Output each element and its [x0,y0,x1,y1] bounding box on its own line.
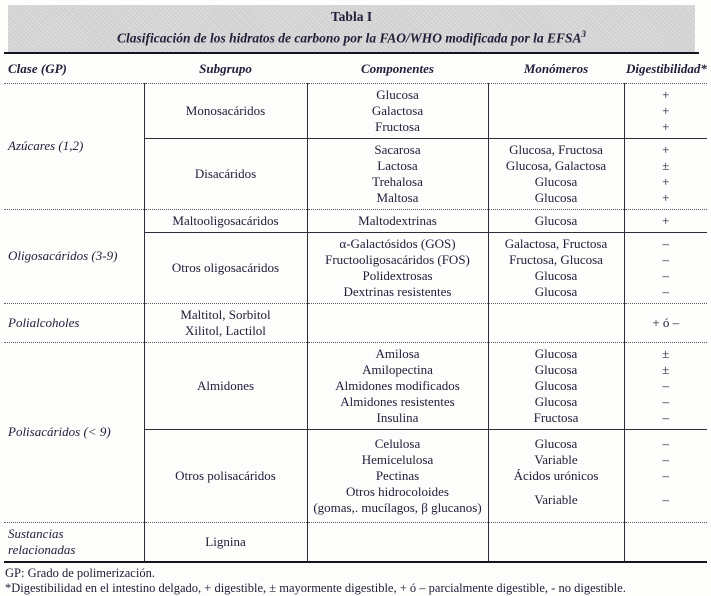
class-label: Oligosacáridos (3-9) [8,248,118,263]
digestibility-line: + ó – [652,314,680,330]
footnotes [4,563,699,596]
digestibility-line: – [662,435,669,451]
document-page [0,5,707,595]
monomer-line: Glucosa, Fructosa [509,141,603,157]
component-line: Dextrinas resistentes [343,283,452,299]
monomer-line: Galactosa, Fructosa [504,235,608,251]
subgroup-cell [144,83,307,138]
monomer-line: Glucosa [534,435,578,451]
components-cell [307,342,488,429]
components-cell [307,303,488,342]
table-row [4,342,707,429]
subgroup-label: Almidones [196,377,255,393]
subgroup-label: Monosacáridos [185,102,266,118]
digestibility-cell [624,429,707,522]
digestibility-line [627,534,706,550]
subgroup-cell [144,429,307,522]
digestibility-line: – [662,251,669,267]
class-label: relacionadas [8,541,76,557]
subgroup-cell [144,342,307,429]
column-header-subgrupo: Subgrupo [144,54,307,84]
monomers-cell [488,429,624,522]
component-line [310,534,486,550]
monomer-line: Glucosa [534,212,578,228]
table-title-band [8,5,695,52]
component-line: Pectinas [375,467,420,483]
digestibility-line: ± [662,157,670,173]
monomers-cell [488,303,624,342]
components-cell [307,209,488,232]
digestibility-line: + [662,189,670,205]
footnote-gp: GP: Grado de polimerización. [5,565,155,580]
table-row [4,83,707,138]
monomer-line: Glucosa [534,345,578,361]
monomer-line: Variable [534,451,578,467]
digestibility-line: + [662,212,670,228]
component-line: Glucosa [376,86,419,102]
subgroup-label: Maltooligosacáridos [172,212,279,228]
digestibility-line: – [662,467,669,483]
subgroup-label: Xilitol, Lactilol [185,322,266,338]
class-cell [4,522,144,562]
subgroup-label: Disacáridos [194,165,257,181]
class-cell [4,342,144,522]
components-cell [307,83,488,138]
subgroup-cell [144,209,307,232]
table-title: Tabla I [330,9,373,24]
component-line: Otros hidrocoloides [346,483,449,499]
components-cell [307,138,488,209]
component-line: Fructosa [375,118,420,134]
digestibility-line: – [662,451,669,467]
component-line: Sacarosa [374,141,421,157]
table-row [4,303,707,342]
footnote-digestibilidad: *Digestibilidad en el intestino delgado, + digestible, ± mayormente digestible, + ó – parcialmente digestible, - no digestible. [5,580,626,595]
digestibility-line: + [662,86,670,102]
digestibility-line: ± [662,361,670,377]
digestibility-cell [624,303,707,342]
digestibility-cell [624,522,707,562]
digestibility-line: + [662,173,670,189]
components-cell [307,232,488,303]
digestibility-line: – [662,235,669,251]
table-row [4,522,707,562]
class-label: Polisacáridos (< 9) [8,424,111,439]
digestibility-cell [624,209,707,232]
monomers-cell [488,209,624,232]
digestibility-cell [624,83,707,138]
class-cell [4,303,144,342]
digestibility-line: – [662,283,669,299]
subgroup-label: Otros oligosacáridos [171,259,280,275]
subgroup-cell [144,138,307,209]
digestibility-line: – [662,409,669,425]
component-line: Lactosa [377,157,418,173]
monomer-line: Glucosa [534,173,578,189]
table-subtitle [8,25,695,48]
header-row [4,54,707,84]
component-line: α-Galactósidos (GOS) [339,235,456,251]
components-cell [307,429,488,522]
subgroup-cell [144,522,307,562]
digestibility-cell [624,342,707,429]
digestibility-line: – [662,491,669,507]
class-cell [4,83,144,209]
class-label: Sustancias [8,525,64,541]
monomer-line: Glucosa [534,377,578,393]
digestibility-line: – [662,377,669,393]
subgroup-label: Maltitol, Sorbitol [180,306,271,322]
component-line: Trehalosa [372,173,423,189]
subgroup-cell [144,232,307,303]
monomers-cell [488,232,624,303]
component-line: Celulosa [374,435,421,451]
class-label: Azúcares (1,2) [8,138,84,153]
component-line: Maltodextrinas [358,212,437,228]
class-cell [4,209,144,303]
monomer-line: Ácidos urónicos [513,467,599,483]
classification-table [4,54,707,563]
monomers-cell [488,83,624,138]
monomer-line: Glucosa [534,393,578,409]
monomer-line [491,315,622,331]
digestibility-line: – [662,267,669,283]
table-subtitle-superscript: 3 [581,29,587,39]
monomer-line [491,103,622,119]
monomer-line: Glucosa [534,283,578,299]
column-header-clase: Clase (GP) [4,54,144,84]
component-line [310,315,486,331]
monomer-line [491,87,622,103]
digestibility-line: + [662,102,670,118]
monomer-line: Fructosa, Glucosa [509,251,603,267]
subgroup-cell [144,303,307,342]
component-line: Amilopectina [362,361,433,377]
component-line: Almidones resistentes [340,393,455,409]
digestibility-line: – [662,393,669,409]
monomer-line: Glucosa, Galactosa [505,157,607,173]
component-line: Insulina [376,409,419,425]
digestibility-line: ± [662,345,670,361]
table-subtitle-text: Clasificación de los hidratos de carbono por la FAO/WHO modificada por la EFSA [116,30,582,46]
subgroup-label: Lignina [205,533,246,549]
monomer-line: Glucosa [534,267,578,283]
monomers-cell [488,342,624,429]
class-label: Polialcoholes [8,314,80,330]
column-header-monomeros: Monómeros [488,54,624,84]
component-line: Almidones modificados [335,377,460,393]
table-row [4,209,707,232]
digestibility-cell [624,232,707,303]
monomer-line: Variable [534,491,578,507]
monomer-line [491,119,622,135]
component-line: (gomas,. mucílagos, β glucanos) [313,499,482,515]
component-line: Hemicelulosa [361,451,434,467]
monomer-line: Fructosa [533,409,579,425]
subgroup-label: Otros polisacáridos [175,467,276,483]
digestibility-cell [624,138,707,209]
component-line: Maltosa [376,189,419,205]
digestibility-line: + [662,141,670,157]
digestibility-line: + [662,118,670,134]
monomer-line [491,534,622,550]
component-line: Fructooligosacáridos (FOS) [325,251,470,267]
components-cell [307,522,488,562]
monomer-line: Glucosa [534,361,578,377]
monomers-cell [488,522,624,562]
component-line: Amilosa [375,345,420,361]
component-line: Galactosa [371,102,424,118]
column-header-componentes: Componentes [307,54,488,84]
component-line: Polidextrosas [362,267,433,283]
column-header-digestibilidad: Digestibilidad* [624,54,707,84]
monomer-line: Glucosa [534,189,578,205]
monomers-cell [488,138,624,209]
